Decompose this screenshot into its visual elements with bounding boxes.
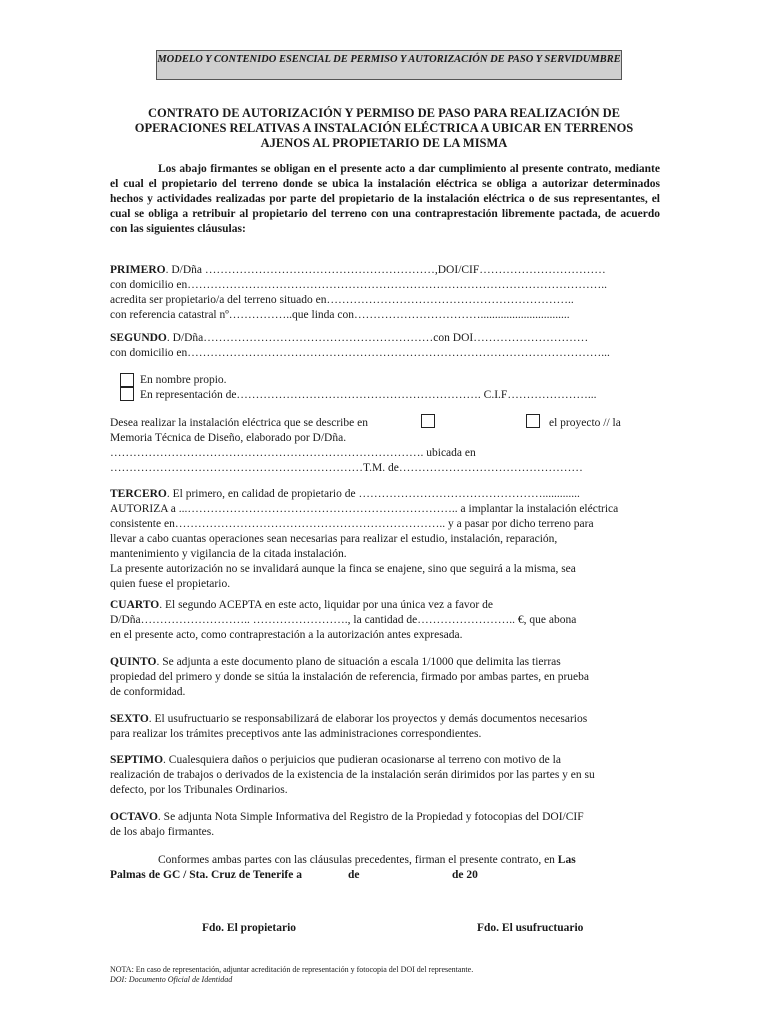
proyecto-label: [549, 416, 669, 431]
proyecto-text: el proyecto // la: [549, 417, 621, 429]
option-representacion: En representación de………………………………………………………. C.I.F…………………...: [140, 389, 597, 401]
clause-text: realización de trabajos o derivados de la existencia de la instalación serán dirimidos por las partes y en su: [110, 769, 595, 781]
checkbox-proyecto-right[interactable]: [526, 414, 540, 428]
clause-label: SEGUNDO: [110, 332, 167, 344]
option-nombre-propio: En nombre propio.: [140, 374, 227, 386]
clause-text: llevar a cabo cuantas operaciones sean necesarias para realizar el estudio, instalación, reparación,: [110, 533, 558, 545]
clause-quinto: [110, 655, 661, 700]
clause-text: . Se adjunta Nota Simple Informativa del Registro de la Propiedad y fotocopias del DOI/CIF: [157, 811, 584, 823]
clause-text: con domicilio en………………………………………………………………………………………………...: [110, 347, 610, 359]
clause-text: . El usufructuario se responsabilizará de elaborar los proyectos y demás documentos necesarios: [148, 713, 588, 725]
clause-text: propiedad del primero y donde se sitúa la instalación de referencia, firmado por ambas partes, en prueba: [110, 671, 589, 683]
clause-text: . D/Dña……………………………………………………con DOI…………………………: [166, 332, 589, 344]
memoria-text: Memoria Técnica de Diseño, elaborado por D/Dña.: [110, 432, 347, 444]
clause-segundo: [110, 331, 661, 361]
clause-text: de los abajo firmantes.: [110, 826, 215, 838]
conformes-line: [158, 853, 678, 868]
date-de-1: de: [348, 869, 360, 881]
header-banner: MODELO Y CONTENIDO ESENCIAL DE PERMISO Y AUTORIZACIÓN DE PASO Y SERVIDUMBRE: [156, 50, 622, 80]
clause-text: para realizar los trámites preceptivos ante las administraciones correspondientes.: [110, 728, 482, 740]
signature-propietario: Fdo. El propietario: [202, 922, 297, 934]
clause-text: en el presente acto, como contraprestación a la autorización antes expresada.: [110, 629, 463, 641]
representation-options: [140, 373, 660, 403]
place-text: Palmas de GC / Sta. Cruz de Tenerife a: [110, 869, 302, 881]
installation-desc: [110, 416, 410, 431]
intro-paragraph: Los abajo firmantes se obligan en el presente acto a dar cumplimiento al presente contrato, mediante el cual el propietario del terreno donde se ubica la instalación eléctrica se obliga a autorizar determinados hechos y actividades realizadas por parte del propietario de la instalación eléctrica o de sus representantes, el cual se obliga a retribuir al propietario del terreno con una contraprestación libremente pactada, de acuerdo con las siguientes cláusulas:: [110, 163, 660, 235]
clause-octavo: [110, 810, 661, 840]
ubicada-text: ………………………………………………………………………. ubicada en: [110, 447, 476, 459]
conformes-place-line: [110, 868, 661, 883]
clause-text: . Se adjunta a este documento plano de situación a escala 1/1000 que delimita las tierras: [156, 656, 561, 668]
title-line: CONTRATO DE AUTORIZACIÓN Y PERMISO DE PASO PARA REALIZACIÓN DE: [148, 106, 620, 120]
conformes-place: Las: [557, 854, 576, 866]
date-de-2: de 20: [452, 869, 478, 881]
clause-text: defecto, por los Tribunales Ordinarios.: [110, 784, 288, 796]
clause-text: . El primero, en calidad de propietario de ………………………………………….............: [166, 488, 580, 500]
clause-primero: [110, 263, 661, 323]
clause-text: quien fuese el propietario.: [110, 578, 231, 590]
clause-text: con domicilio en………………………………………………………………………………………………..: [110, 279, 608, 291]
signature-usufructuario: Fdo. El usufructuario: [477, 922, 584, 934]
title-line: AJENOS AL PROPIETARIO DE LA MISMA: [260, 136, 508, 150]
clause-label: QUINTO: [110, 656, 157, 668]
clause-label: CUARTO: [110, 599, 160, 611]
contract-title: [108, 106, 660, 151]
clause-cuarto: [110, 598, 661, 643]
title-line: OPERACIONES RELATIVAS A INSTALACIÓN ELÉCTRICA A UBICAR EN TERRENOS: [134, 121, 634, 135]
clause-text: . D/Dña ……………………………………………………,DOI/CIF……………………………: [165, 264, 606, 276]
clause-text: consistente en…………………………………………………………….. y a pasar por dicho terreno para: [110, 518, 594, 530]
installation-memoria: [110, 431, 661, 476]
clause-text: . Cualesquiera daños o perjuicios que pudieran ocasionarse al terreno con motivo de la: [163, 754, 561, 766]
clause-text: AUTORIZA a ...…………………………………………………………….. a implantar la instalación eléctrica: [110, 503, 619, 515]
tm-text: …………………………………………………………T.M. de…………………………………………: [110, 462, 583, 474]
footnote-line: NOTA: En caso de representación, adjuntar acreditación de representación y fotocopia del DOI del representante.: [110, 965, 474, 974]
clause-label: TERCERO: [110, 488, 167, 500]
footnote: [110, 965, 670, 985]
clause-label: PRIMERO: [110, 264, 166, 276]
clause-septimo: [110, 753, 661, 798]
clause-text: . El segundo ACEPTA en este acto, liquidar por una única vez a favor de: [159, 599, 493, 611]
installation-text: Desea realizar la instalación eléctrica que se describe en: [110, 417, 368, 429]
clause-sexto: [110, 712, 661, 742]
clause-text: mantenimiento y vigilancia de la citada instalación.: [110, 548, 347, 560]
checkbox-nombre-propio[interactable]: [120, 373, 134, 387]
conformes-text: Conformes ambas partes con las cláusulas precedentes, firman el presente contrato, en: [158, 854, 555, 866]
clause-text: de conformidad.: [110, 686, 186, 698]
clause-tercero: [110, 487, 661, 592]
clause-label: SEXTO: [110, 713, 149, 725]
clause-text: D/Dña……………………….. ……………………., la cantidad de…………………….. €, que abona: [110, 614, 577, 626]
checkbox-representacion[interactable]: [120, 387, 134, 401]
clause-label: OCTAVO: [110, 811, 158, 823]
clause-label: SEPTIMO: [110, 754, 164, 766]
clause-text: acredita ser propietario/a del terreno situado en………………………………………………………..: [110, 294, 574, 306]
clause-text: La presente autorización no se invalidará aunque la finca se enajene, sino que seguirá a la misma, sea: [110, 563, 576, 575]
footnote-line: DOI: Documento Oficial de Identidad: [110, 975, 233, 984]
checkbox-proyecto-left[interactable]: [421, 414, 435, 428]
clause-text: con referencia catastral nº……………..que linda con……………………………...............................: [110, 309, 570, 321]
